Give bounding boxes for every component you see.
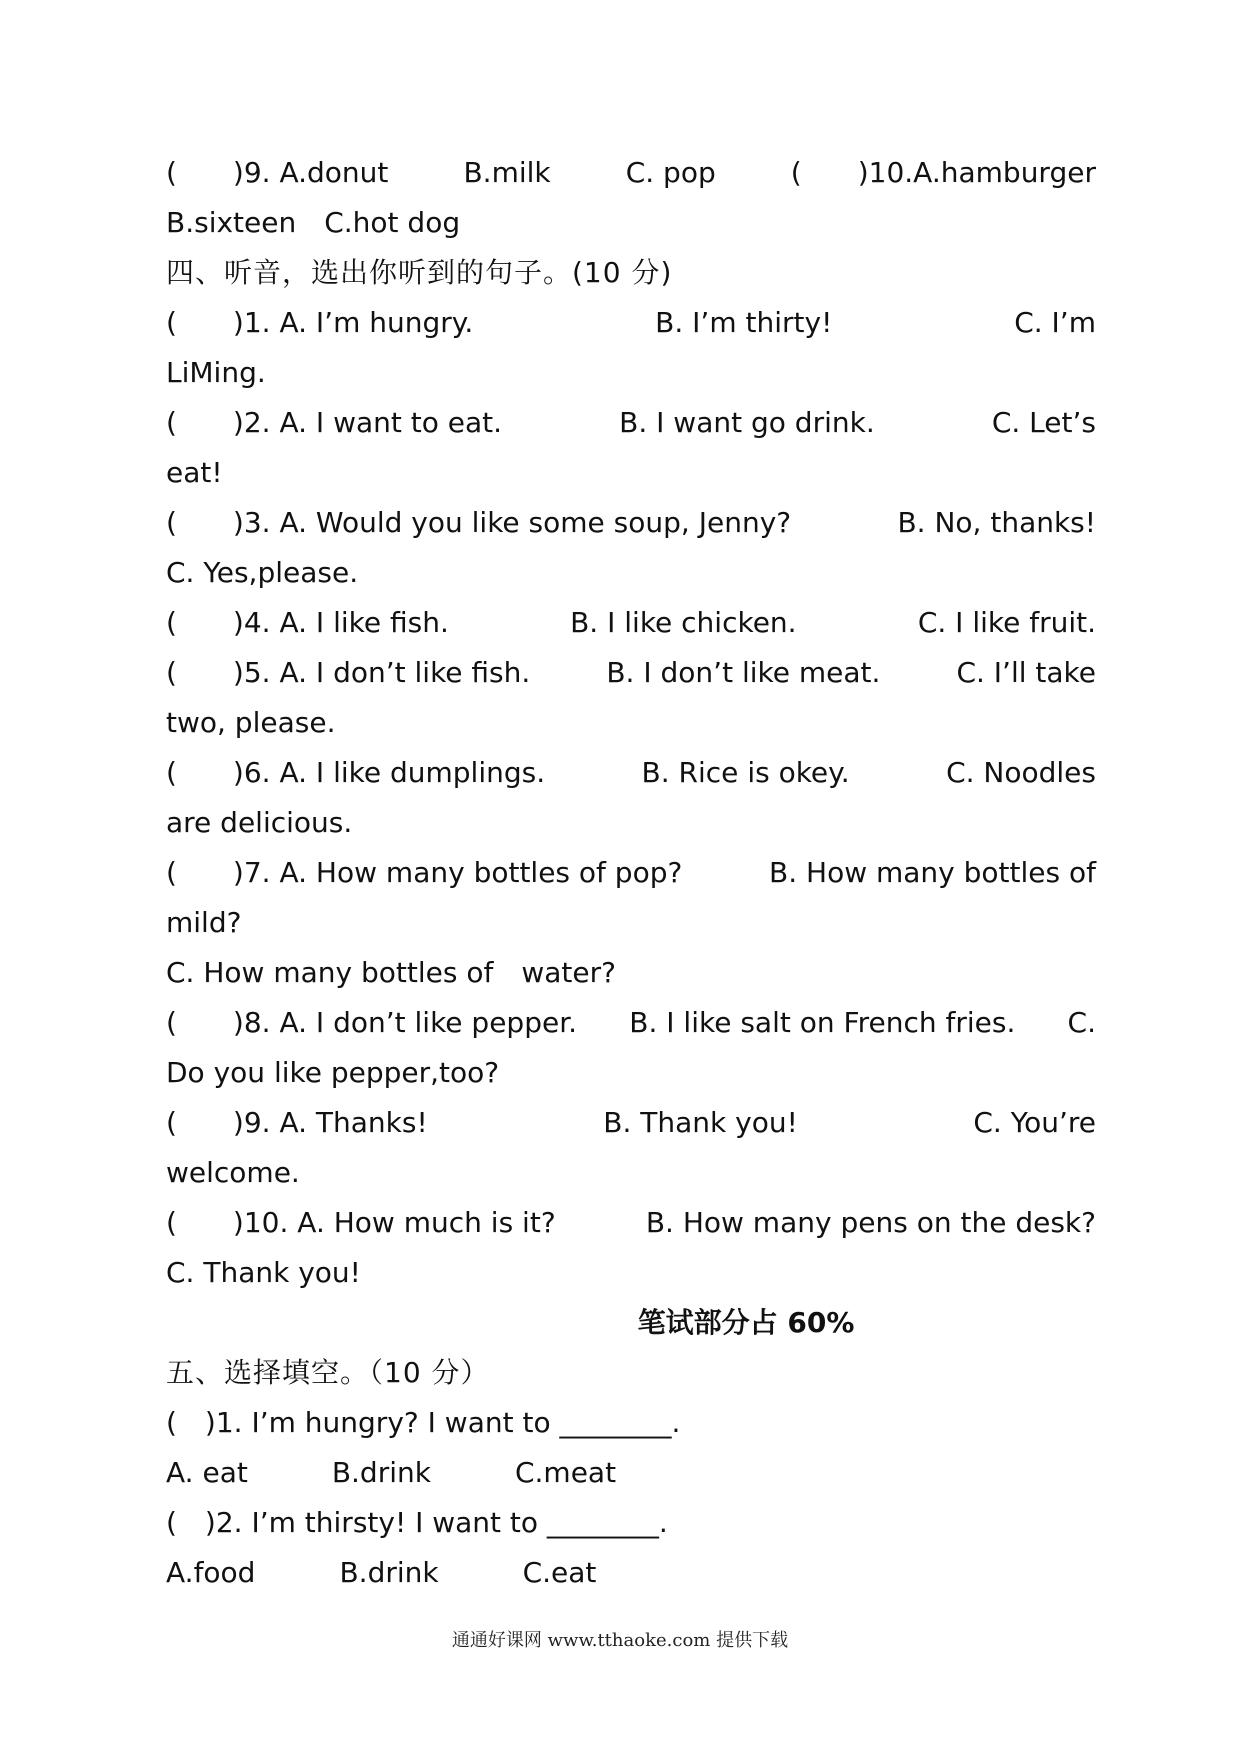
line-text: C. Thank you!: [166, 1256, 361, 1289]
line-text: B. I like chicken.: [570, 606, 797, 639]
line-text: C. Yes,please.: [166, 556, 359, 589]
worksheet-content: [166, 148, 1096, 1598]
line-text: two, please.: [166, 706, 336, 739]
text-line: [166, 698, 1096, 748]
line-text: ( )5. A. I don’t like fish.: [166, 656, 531, 689]
line-text: C. You’re: [973, 1106, 1096, 1139]
question-line: [166, 998, 1096, 1048]
line-text: C.: [1067, 1006, 1096, 1039]
line-text: B.milk: [463, 156, 551, 189]
text-line: [166, 348, 1096, 398]
line-text: ( )1. A. I’m hungry.: [166, 306, 474, 339]
line-text: 五、选择填空。（10 分）: [166, 1356, 490, 1389]
line-text: A.food B.drink C.eat: [166, 1556, 597, 1589]
line-text: C. I’ll take: [956, 656, 1096, 689]
question-line: [166, 1098, 1096, 1148]
line-text: welcome.: [166, 1156, 300, 1189]
line-text: C. I’m: [1014, 306, 1096, 339]
text-line: [166, 1048, 1096, 1098]
line-text: LiMing.: [166, 356, 266, 389]
line-text: are delicious.: [166, 806, 353, 839]
line-text: C. How many bottles of water?: [166, 956, 616, 989]
line-text: ( )2. I’m thirsty! I want to ________.: [166, 1506, 668, 1539]
line-text: C. Let’s: [991, 406, 1096, 439]
line-text: ( )9. A. Thanks!: [166, 1106, 428, 1139]
question-line: [166, 848, 1096, 898]
question-line: [166, 298, 1096, 348]
line-text: 笔试部分占 60%: [637, 1306, 855, 1339]
text-line: [166, 1448, 1096, 1498]
line-text: ( )10. A. How much is it?: [166, 1206, 556, 1239]
question-line: [166, 598, 1096, 648]
line-text: C. Noodles: [946, 756, 1096, 789]
question-line: [166, 398, 1096, 448]
question-line: [166, 1198, 1096, 1248]
line-text: ( )1. I’m hungry? I want to ________.: [166, 1406, 681, 1439]
line-text: ( )10.A.hamburger: [790, 156, 1096, 189]
line-text: ( )6. A. I like dumplings.: [166, 756, 546, 789]
text-line: [166, 198, 1096, 248]
text-line: [166, 548, 1096, 598]
line-text: C. I like fruit.: [917, 606, 1096, 639]
line-text: ( )2. A. I want to eat.: [166, 406, 503, 439]
line-text: B. I don’t like meat.: [606, 656, 881, 689]
question-line: [166, 648, 1096, 698]
question-line: [166, 148, 1096, 198]
line-text: B. How many bottles of: [769, 856, 1096, 889]
line-text: ( )8. A. I don’t like pepper.: [166, 1006, 578, 1039]
text-line: [166, 948, 1096, 998]
section-heading: [166, 1348, 1096, 1398]
line-text: ( )7. A. How many bottles of pop?: [166, 856, 683, 889]
line-text: 四、听音，选出你听到的句子。(10 分): [166, 256, 673, 289]
line-text: A. eat B.drink C.meat: [166, 1456, 617, 1489]
line-text: C. pop: [625, 156, 716, 189]
line-text: B. Rice is okey.: [641, 756, 850, 789]
page-footer: 通通好课网 www.tthaoke.com 提供下载: [451, 1630, 789, 1651]
text-line: [166, 1548, 1096, 1598]
line-text: B. How many pens on the desk?: [645, 1206, 1096, 1239]
text-line: [166, 798, 1096, 848]
text-line: [166, 1248, 1096, 1298]
line-text: ( )4. A. I like fish.: [166, 606, 449, 639]
section-heading: [166, 248, 1096, 298]
line-text: ( )3. A. Would you like some soup, Jenny?: [166, 506, 792, 539]
section-title: [166, 1298, 1096, 1348]
question-line: [166, 498, 1096, 548]
line-text: B. No, thanks!: [897, 506, 1096, 539]
text-line: [166, 1148, 1096, 1198]
line-text: mild?: [166, 906, 242, 939]
question-line: [166, 748, 1096, 798]
line-text: ( )9. A.donut: [166, 156, 389, 189]
text-line: [166, 448, 1096, 498]
line-text: B. I like salt on French fries.: [629, 1006, 1016, 1039]
text-line: [166, 898, 1096, 948]
line-text: B. I’m thirty!: [655, 306, 833, 339]
line-text: eat!: [166, 456, 223, 489]
line-text: B.sixteen C.hot dog: [166, 206, 461, 239]
text-line: [166, 1398, 1096, 1448]
line-text: Do you like pepper,too?: [166, 1056, 500, 1089]
text-line: [166, 1498, 1096, 1548]
line-text: B. Thank you!: [603, 1106, 798, 1139]
line-text: B. I want go drink.: [619, 406, 875, 439]
